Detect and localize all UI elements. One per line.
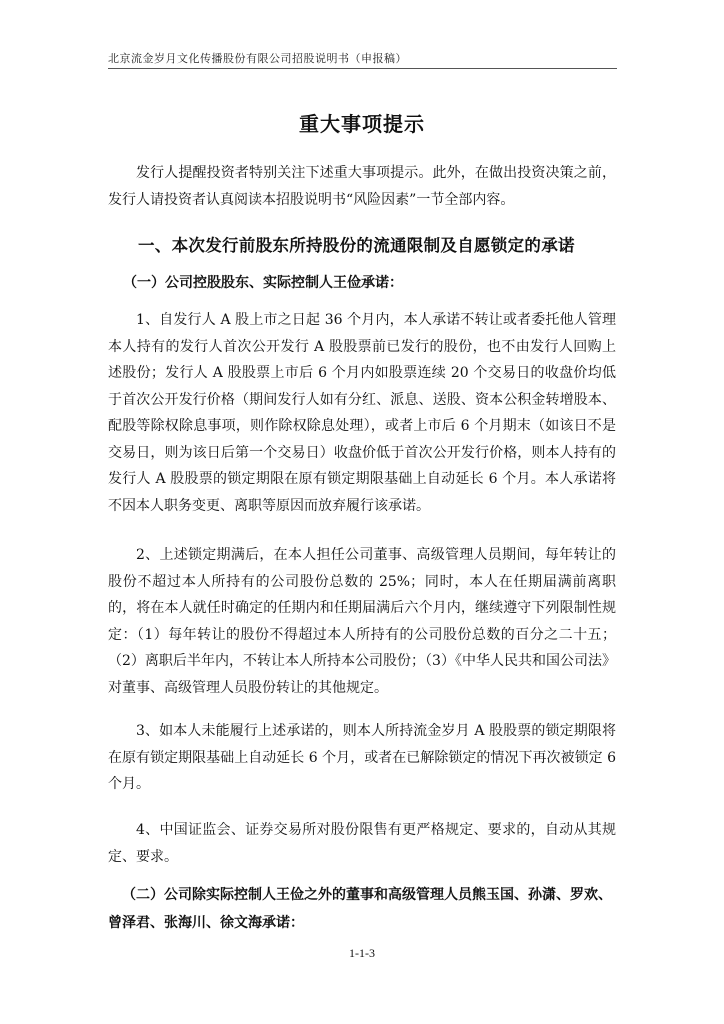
running-header: 北京流金岁月文化传播股份有限公司招股说明书（申报稿） <box>108 52 407 65</box>
subsection-heading-1: （一）公司控股股东、实际控制人王俭承诺： <box>123 275 403 291</box>
page-title: 重大事项提示 <box>299 112 425 136</box>
subsection-heading-2: （二）公司除实际控制人王俭之外的董事和高级管理人员熊玉国、孙潇、罗欢、曾泽君、张海川、徐文海承诺： <box>108 887 612 931</box>
commitment-item-4: 4、中国证监会、证券交易所对股份限售有更严格规定、要求的，自动从其规定、要求。 <box>108 822 616 865</box>
section-heading-1: 一、本次发行前股东所持股份的流通限制及自愿锁定的承诺 <box>138 236 575 255</box>
commitment-item-1: 1、自发行人 A 股上市之日起 36 个月内，本人承诺不转让或者委托他人管理本人持有的发行人首次公开发行 A 股股票前已发行的股份，也不由发行人回购上述股份；发行人 A 股股票上市后 6 个月内如股票连续 20 个交易日的收盘价均低于首次公开发行价格（期间发行人如有分红、派息、送股、资本公积金转增股本、配股等除权除息事项，则作除权除息处理），或者上市后 6 个月期末（如该日不是交易日，则为该日后第一个交易日）收盘价低于首次公开发行价格，则本人持有的发行人 A 股股票的锁定期限在原有锁定期限基础上自动延长 6 个月。本人承诺将不因本人职务变更、离职等原因而放弃履行该承诺。 <box>108 312 616 514</box>
intro-paragraph: 发行人提醒投资者特别关注下述重大事项提示。此外，在做出投资决策之前，发行人请投资者认真阅读本招股说明书“风险因素”一节全部内容。 <box>108 165 616 208</box>
header-rule <box>108 68 617 69</box>
page-number: 1-1-3 <box>349 946 375 960</box>
commitment-item-3: 3、如本人未能履行上述承诺的，则本人所持流金岁月 A 股股票的锁定期限将在原有锁定期限基础上自动延长 6 个月，或者在已解除锁定的情况下再次被锁定 6 个月。 <box>108 723 616 792</box>
commitment-item-2: 2、上述锁定期满后，在本人担任公司董事、高级管理人员期间，每年转让的股份不超过本人所持有的公司股份总数的 25%；同时，本人在任期届满前离职的，将在本人就任时确定的任期内和任期届满后六个月内，继续遵守下列限制性规定：（1）每年转让的股份不得超过本人所持有的公司股份总数的百分之二十五；（2）离职后半年内，不转让本人所持本公司股份；（3）《中华人民共和国公司法》对董事、高级管理人员股份转让的其他规定。 <box>108 547 616 696</box>
